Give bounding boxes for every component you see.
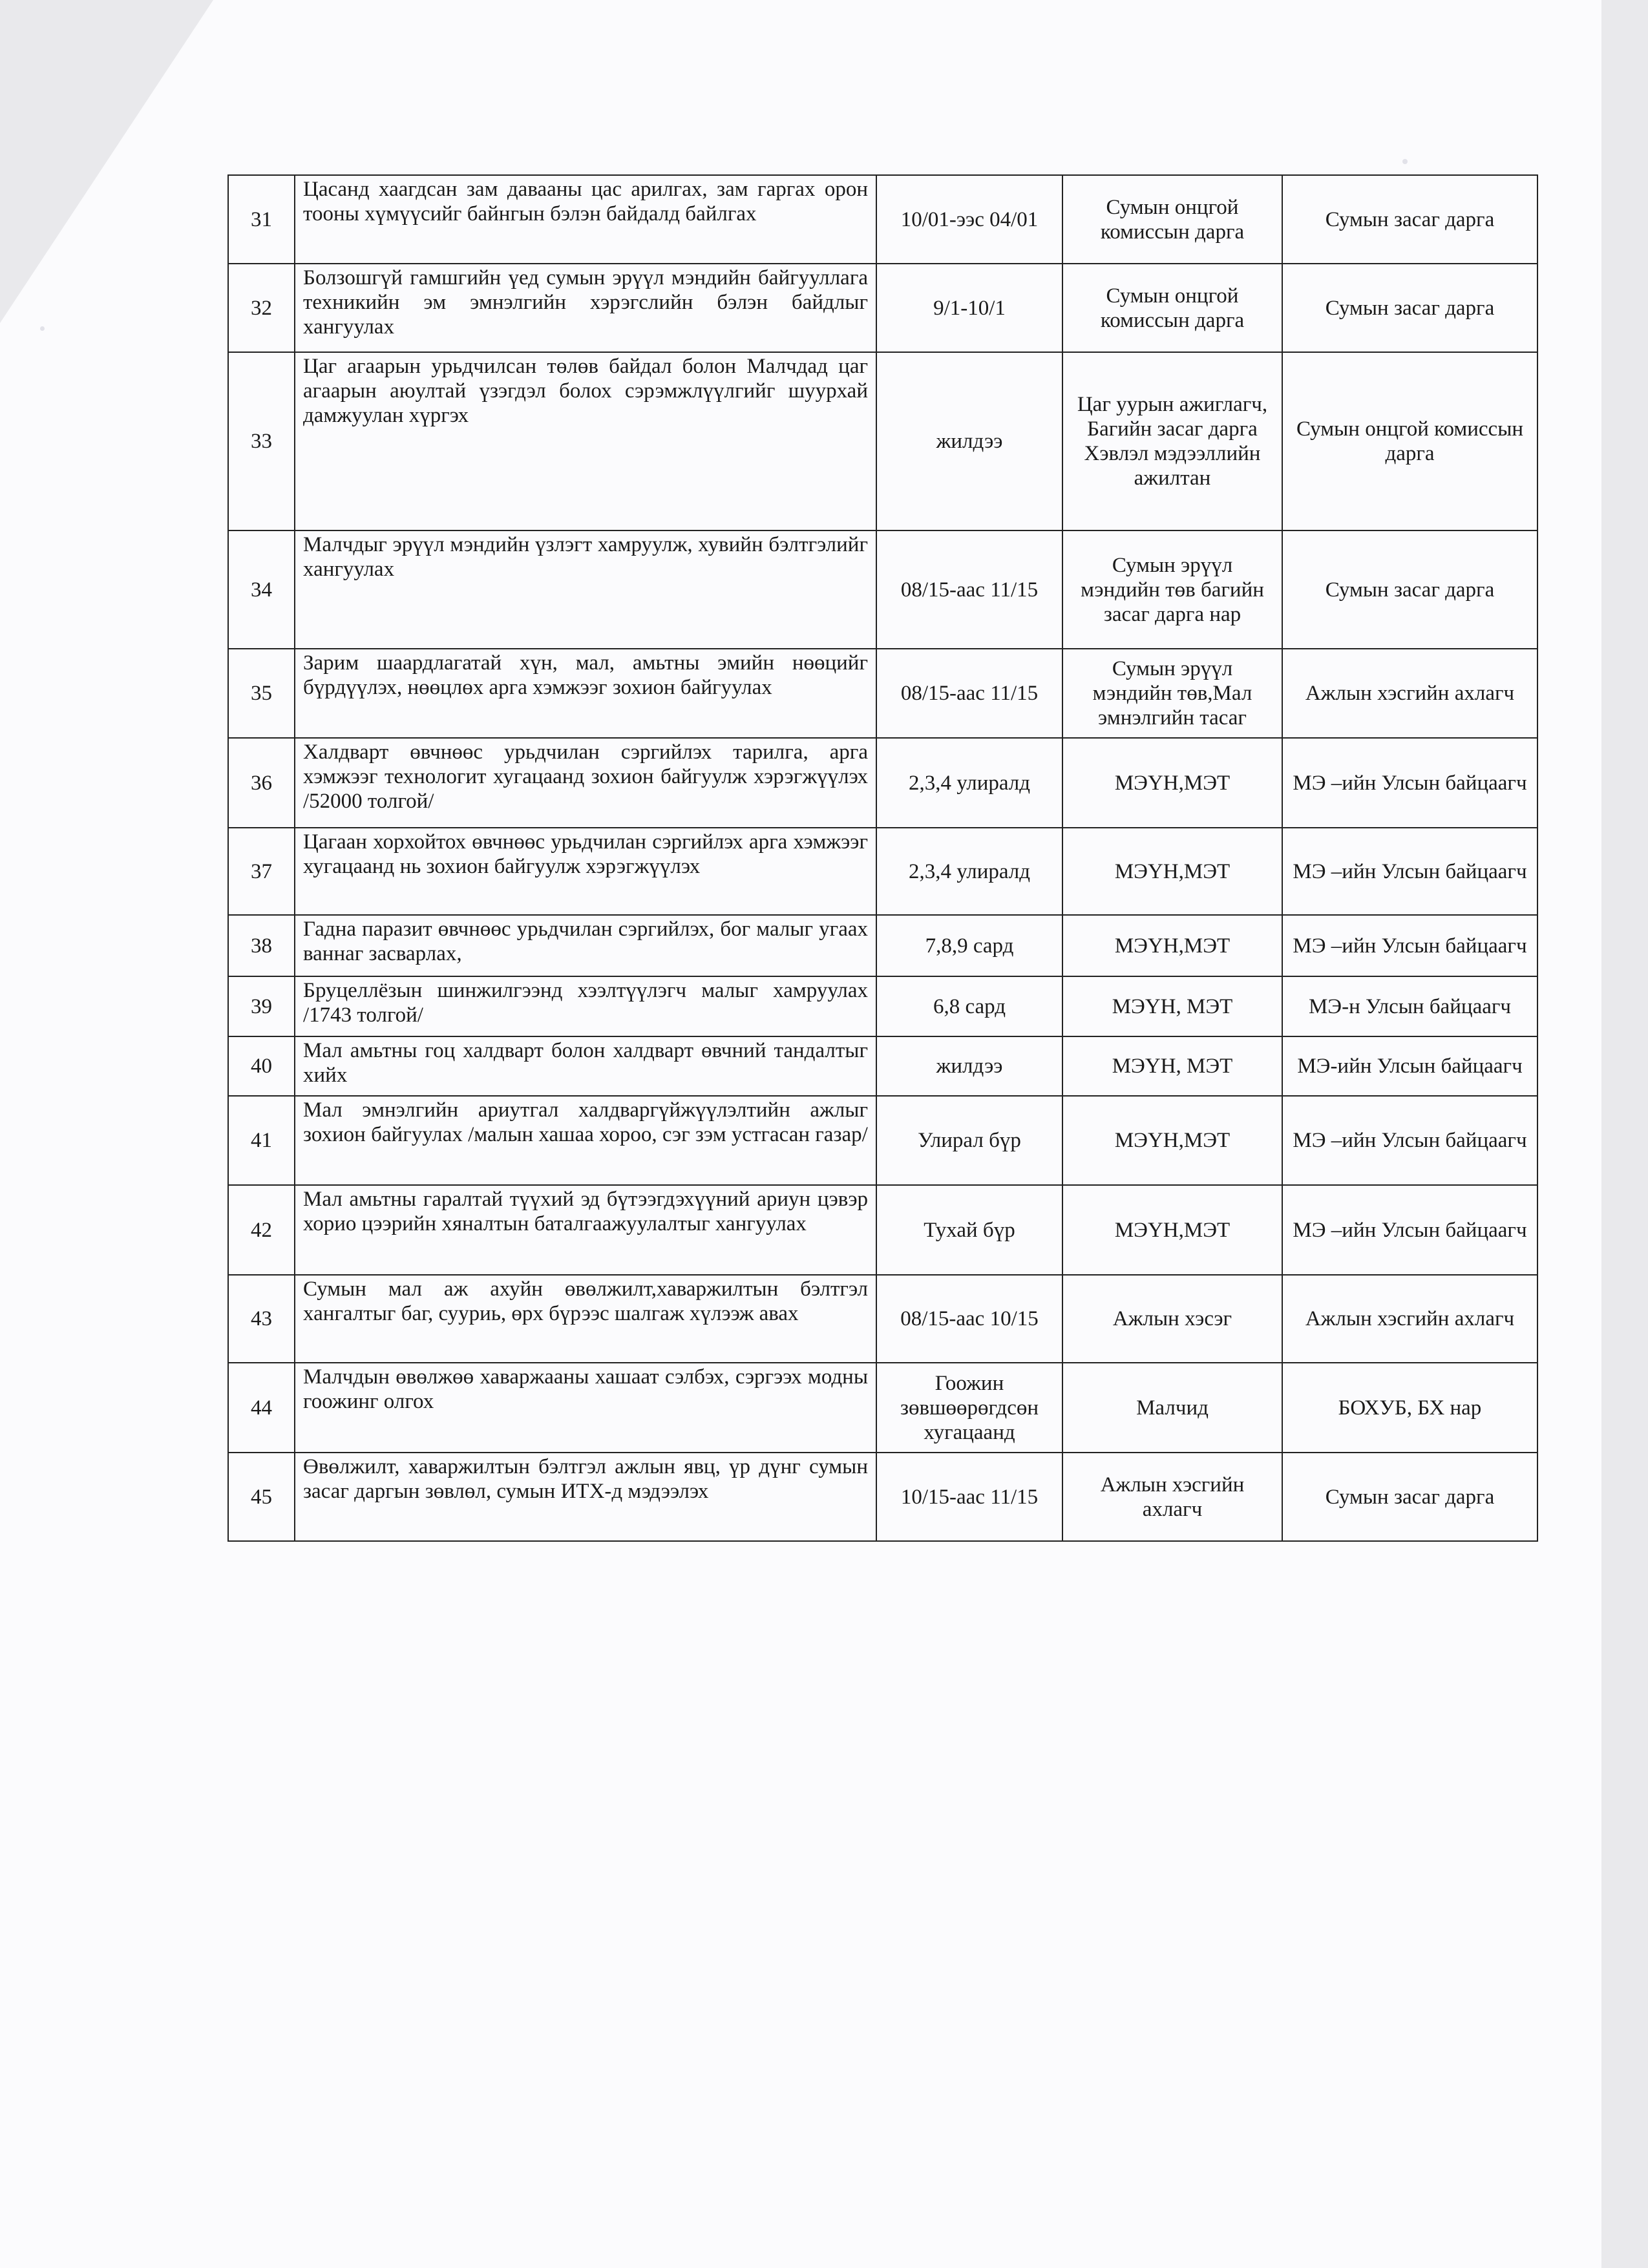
- row-number: 36: [228, 738, 295, 828]
- ink-dot: [40, 326, 45, 331]
- activity-cell: Цаг агаарын урьдчилсан төлөв байдал болон Малчдад цаг агаарын аюултай үзэгдэл болох сэрэмжлүүлгийг шуурхай дамжуулан хүргэх: [295, 352, 876, 530]
- responsible-cell: МЭҮН,МЭТ: [1062, 738, 1282, 828]
- monitor-cell: БОХУБ, БХ нар: [1282, 1363, 1537, 1453]
- time-cell: 08/15-аас 11/15: [876, 649, 1062, 738]
- time-cell: 2,3,4 улиралд: [876, 828, 1062, 915]
- table-row: [228, 264, 1537, 352]
- table-row: [228, 1096, 1537, 1185]
- time-cell: 08/15-аас 10/15: [876, 1275, 1062, 1363]
- row-number: 33: [228, 352, 295, 530]
- row-number: 43: [228, 1275, 295, 1363]
- row-number: 34: [228, 530, 295, 649]
- table-row: [228, 530, 1537, 649]
- row-number: 31: [228, 175, 295, 264]
- activity-cell: Бруцеллёзын шинжилгээнд хээлтүүлэгч малыг хамруулах /1743 толгой/: [295, 976, 876, 1036]
- responsible-cell: МЭҮН, МЭТ: [1062, 976, 1282, 1036]
- time-cell: Тухай бүр: [876, 1185, 1062, 1275]
- responsible-cell: Цаг уурын ажиглагч, Багийн засаг дарга Хэвлэл мэдээллийн ажилтан: [1062, 352, 1282, 530]
- monitor-cell: МЭ-н Улсын байцаагч: [1282, 976, 1537, 1036]
- responsible-cell: Сумын эрүүл мэндийн төв,Мал эмнэлгийн тасаг: [1062, 649, 1282, 738]
- table-row: [228, 915, 1537, 976]
- row-number: 41: [228, 1096, 295, 1185]
- row-number: 45: [228, 1453, 295, 1541]
- activity-cell: Мал эмнэлгийн ариутгал халдваргүйжүүлэлтийн ажлыг зохион байгуулах /малын хашаа хороо, сэг зэм устгасан газар/: [295, 1096, 876, 1185]
- monitor-cell: МЭ –ийн Улсын байцаагч: [1282, 915, 1537, 976]
- activity-cell: Сумын мал аж ахуйн өвөлжилт,хаваржилтын бэлтгэл хангалтыг баг, сууриь, өрх бүрээс шалгаж хүлээж авах: [295, 1275, 876, 1363]
- activity-cell: Гадна паразит өвчнөөс урьдчилан сэргийлэх, бог малыг угаах ваннаг засварлах,: [295, 915, 876, 976]
- responsible-cell: МЭҮН,МЭТ: [1062, 828, 1282, 915]
- table-row: [228, 976, 1537, 1036]
- activity-cell: Малчдын өвөлжөө хаваржааны хашаат сэлбэх, сэргээх модны гоожинг олгох: [295, 1363, 876, 1453]
- row-number: 38: [228, 915, 295, 976]
- time-cell: 9/1-10/1: [876, 264, 1062, 352]
- row-number: 35: [228, 649, 295, 738]
- row-number: 39: [228, 976, 295, 1036]
- row-number: 37: [228, 828, 295, 915]
- table-row: [228, 1036, 1537, 1096]
- monitor-cell: МЭ-ийн Улсын байцаагч: [1282, 1036, 1537, 1096]
- activity-cell: Малчдыг эрүүл мэндийн үзлэгт хамруулж, хувийн бэлтгэлийг хангуулах: [295, 530, 876, 649]
- row-number: 44: [228, 1363, 295, 1453]
- activity-cell: Цасанд хаагдсан зам давааны цас арилгах, зам гаргах орон тооны хүмүүсийг байнгын бэлэн байдалд байлгах: [295, 175, 876, 264]
- row-number: 40: [228, 1036, 295, 1096]
- monitor-cell: МЭ –ийн Улсын байцаагч: [1282, 1185, 1537, 1275]
- table-row: [228, 738, 1537, 828]
- activity-cell: Болзошгүй гамшгийн үед сумын эрүүл мэндийн байгууллага техникийн эм эмнэлгийн хэрэгслийн бэлэн байдлыг хангуулах: [295, 264, 876, 352]
- table-row: [228, 1363, 1537, 1453]
- monitor-cell: МЭ –ийн Улсын байцаагч: [1282, 738, 1537, 828]
- table-row: [228, 1453, 1537, 1541]
- time-cell: 08/15-аас 11/15: [876, 530, 1062, 649]
- ink-dot: [1402, 159, 1408, 164]
- responsible-cell: Ажлын хэсэг: [1062, 1275, 1282, 1363]
- activity-cell: Өвөлжилт, хаваржилтын бэлтгэл ажлын явц, үр дүнг сумын засаг даргын зөвлөл, сумын ИТХ-д мэдээлэх: [295, 1453, 876, 1541]
- responsible-cell: МЭҮН,МЭТ: [1062, 1096, 1282, 1185]
- activity-cell: Халдварт өвчнөөс урьдчилан сэргийлэх тарилга, арга хэмжээг технологит хугацаанд зохион байгуулж хэрэгжүүлэх /52000 толгой/: [295, 738, 876, 828]
- activity-cell: Цагаан хорхойтох өвчнөөс урьдчилан сэргийлэх арга хэмжээг хугацаанд нь зохион байгуулж хэрэгжүүлэх: [295, 828, 876, 915]
- table-row: [228, 1275, 1537, 1363]
- responsible-cell: Малчид: [1062, 1363, 1282, 1453]
- table-row: [228, 1185, 1537, 1275]
- time-cell: 10/15-аас 11/15: [876, 1453, 1062, 1541]
- monitor-cell: Сумын засаг дарга: [1282, 264, 1537, 352]
- monitor-cell: Сумын онцгой комиссын дарга: [1282, 352, 1537, 530]
- responsible-cell: Сумын эрүүл мэндийн төв багийн засаг дарга нар: [1062, 530, 1282, 649]
- monitor-cell: Ажлын хэсгийн ахлагч: [1282, 649, 1537, 738]
- monitor-cell: Сумын засаг дарга: [1282, 175, 1537, 264]
- activity-cell: Зарим шаардлагатай хүн, мал, амьтны эмийн нөөцийг бүрдүүлэх, нөөцлөх арга хэмжээг зохион байгуулах: [295, 649, 876, 738]
- time-cell: жилдээ: [876, 1036, 1062, 1096]
- monitor-cell: МЭ –ийн Улсын байцаагч: [1282, 1096, 1537, 1185]
- monitor-cell: Сумын засаг дарга: [1282, 1453, 1537, 1541]
- table-row: [228, 828, 1537, 915]
- responsible-cell: Сумын онцгой комиссын дарга: [1062, 175, 1282, 264]
- responsible-cell: МЭҮН, МЭТ: [1062, 1036, 1282, 1096]
- activity-table: [227, 174, 1538, 1542]
- monitor-cell: МЭ –ийн Улсын байцаагч: [1282, 828, 1537, 915]
- row-number: 42: [228, 1185, 295, 1275]
- table-row: [228, 352, 1537, 530]
- time-cell: 7,8,9 сард: [876, 915, 1062, 976]
- time-cell: Улирал бүр: [876, 1096, 1062, 1185]
- table-row: [228, 649, 1537, 738]
- responsible-cell: МЭҮН,МЭТ: [1062, 1185, 1282, 1275]
- time-cell: жилдээ: [876, 352, 1062, 530]
- responsible-cell: Сумын онцгой комиссын дарга: [1062, 264, 1282, 352]
- time-cell: 6,8 сард: [876, 976, 1062, 1036]
- activity-cell: Мал амьтны гаралтай түүхий эд бүтээгдэхүүний ариун цэвэр хорио цээрийн хяналтын баталгаажуулалтыг хангуулах: [295, 1185, 876, 1275]
- time-cell: Гоожин зөвшөөрөгдсөн хугацаанд: [876, 1363, 1062, 1453]
- responsible-cell: Ажлын хэсгийн ахлагч: [1062, 1453, 1282, 1541]
- monitor-cell: Сумын засаг дарга: [1282, 530, 1537, 649]
- monitor-cell: Ажлын хэсгийн ахлагч: [1282, 1275, 1537, 1363]
- time-cell: 2,3,4 улиралд: [876, 738, 1062, 828]
- table-row: [228, 175, 1537, 264]
- activity-cell: Мал амьтны гоц халдварт болон халдварт өвчний тандалтыг хийх: [295, 1036, 876, 1096]
- responsible-cell: МЭҮН,МЭТ: [1062, 915, 1282, 976]
- time-cell: 10/01-ээс 04/01: [876, 175, 1062, 264]
- row-number: 32: [228, 264, 295, 352]
